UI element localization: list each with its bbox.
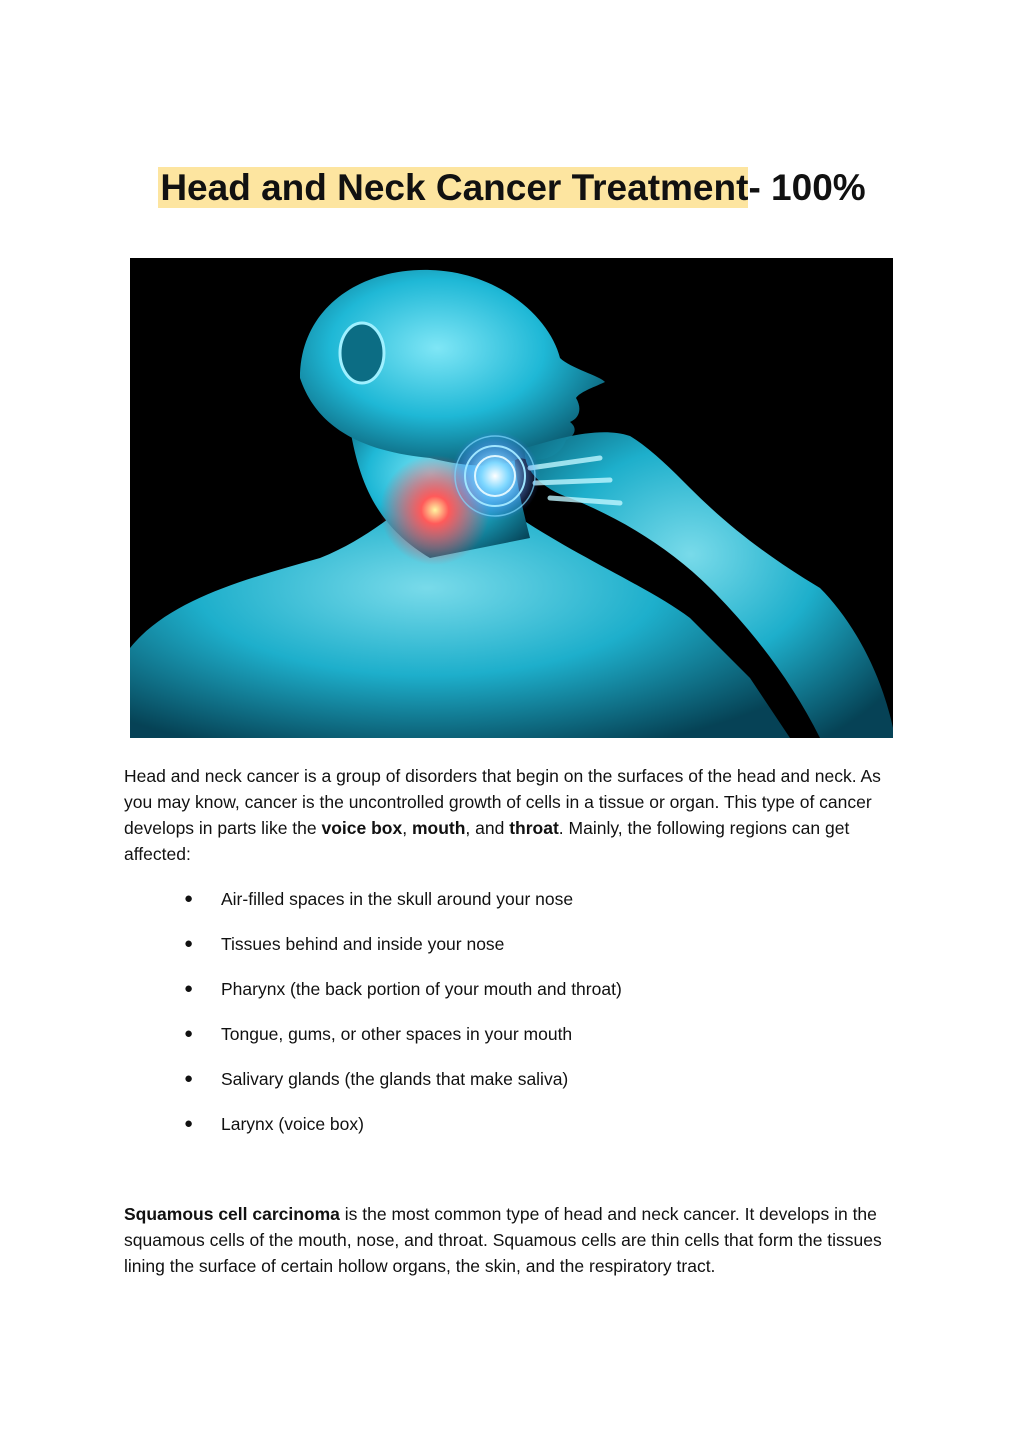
mouth-term: mouth [411,818,466,838]
bullet-icon: ● [184,935,194,952]
list-item [124,1066,900,1111]
bullet-icon: ● [184,890,194,907]
affected-regions-list [124,886,900,1156]
squamous-text: is the most common type of head and neck cancer. It develops in the squamous cells of the mouth, nose, and throat. Squamous cells are thin cells that form the tissues lining the surface of certain hollow organs, the skin, and the respiratory tract. [124,1204,882,1276]
title-highlight: Head and Neck Cancer Treatment [160,167,749,208]
voice-box-term: voice box [321,818,403,838]
squamous-paragraph [124,1201,900,1279]
intro-text-2: , [402,818,412,838]
list-item-text: Air-filled spaces in the skull around your nose [221,889,574,909]
bullet-icon: ● [184,1070,194,1087]
list-item [124,976,900,1021]
intro-paragraph [124,763,900,867]
squamous-term: Squamous cell carcinoma [124,1204,340,1224]
intro-text-1: Head and neck cancer is a group of disorders that begin on the surfaces of the head and neck. As you may know, cancer is the uncontrolled growth of cells in a tissue or organ. This type of cancer develops in parts like the [124,766,881,838]
list-item [124,1021,900,1066]
intro-text-4: . Mainly, the following regions can get affected: [124,818,850,864]
throat-term: throat [509,818,559,838]
list-item [124,931,900,976]
bullet-icon: ● [184,1115,194,1132]
list-item-text: Larynx (voice box) [221,1114,364,1134]
list-item [124,886,900,931]
bullet-icon: ● [184,980,194,997]
glowing-neck-illustration-icon [130,258,893,738]
list-item-text: Tissues behind and inside your nose [221,934,505,954]
intro-text-3: , and [465,818,510,838]
title-suffix: - 100% [748,167,866,208]
list-item-text: Pharynx (the back portion of your mouth and throat) [221,979,622,999]
hero-image [130,258,893,738]
list-item-text: Tongue, gums, or other spaces in your mouth [221,1024,573,1044]
list-item [124,1111,900,1156]
list-item-text: Salivary glands (the glands that make saliva) [221,1069,569,1089]
page-title [0,160,1024,216]
bullet-icon: ● [184,1025,194,1042]
